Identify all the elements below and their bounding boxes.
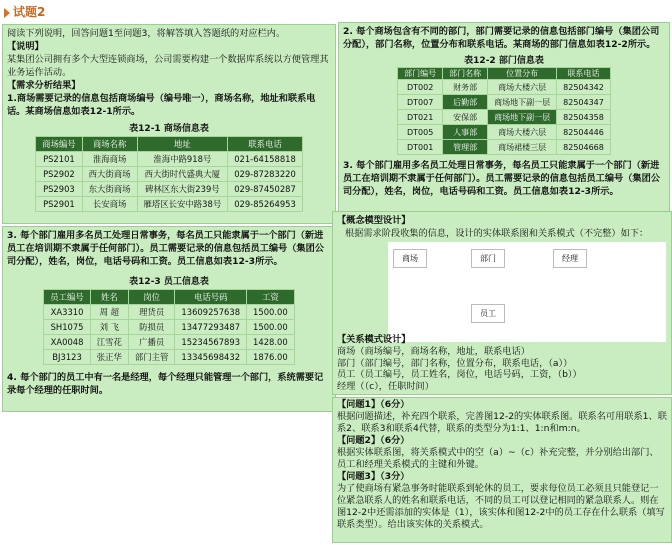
entity-manager: 经理 <box>553 249 587 268</box>
table-header: 部门编号 <box>398 68 443 80</box>
entity-employee: 员工 <box>471 304 505 323</box>
table-header: 岗位 <box>128 290 175 305</box>
table-header: 员工编号 <box>44 290 91 305</box>
table-row: DT002 财务部 商场大楼六层 82504342 <box>398 80 611 95</box>
q2-text: 根据实体联系图，将关系模式中的空（a）~（c）补充完整，并分别给出部门、员工和经理关系模式的主键和外键。 <box>337 447 659 470</box>
q3-heading: 【问题3】（3分） <box>337 471 410 482</box>
panel-concept-model <box>332 211 672 395</box>
panel-employee-info <box>2 226 336 412</box>
table-header: 地址 <box>137 137 228 152</box>
req-2-text: 2. 每个商场包含有不同的部门，部门需要记录的信息包括部门编号（集团公司分配），部门名称，位置分布和联系电话。某商场的部门信息如表12-2所示。 <box>343 26 660 50</box>
req-4-text: 4. 每个部门的员工中有一名是经理，每个经理只能管理一个部门，系统需要记录每个经理的任职时间。 <box>7 372 324 396</box>
table-row: PS2903 东大街商场 碑林区东大街239号 029-87450287 <box>36 182 303 197</box>
exam-title: 试题2 <box>4 3 45 20</box>
q3-text: 为了使商场有紧急事务时能联系到轮休的员工，要求每位员工必须且只能登记一位紧急联系人的姓名和联系电话，不同的员工可以登记相同的紧急联系人。则在图12-2中还需添加的实体是（1），该实体和图12-2中的员工存在什么联系（填写联系类型）。给出该实体的关系模式。 <box>337 483 665 530</box>
relation-schema <box>333 333 672 392</box>
table-header: 位置分布 <box>488 68 557 80</box>
table-row: DT021 安保部 商场地下副一层 82504358 <box>398 110 611 125</box>
desc-text: 某集团公司拥有多个大型连锁商场，公司需要构建一个数据库系统以方便管理其业务运作活动。 <box>7 54 329 78</box>
employee-table <box>43 289 294 365</box>
table-row: PS2902 西大街商场 西大街时代盛典大厦 029-87283220 <box>36 167 303 182</box>
table-row: BJ3123 张正华 部门主管 13345698432 1876.00 <box>44 350 294 365</box>
table-header: 联系电话 <box>228 137 303 152</box>
rel-employee: 员工（员工编号，员工姓名，岗位，电话号码，工资，（b）） <box>337 369 582 380</box>
store-table <box>35 136 303 212</box>
rel-manager: 经理（（c），任职时间） <box>337 380 434 392</box>
req-3-text: 3. 每个部门雇用多名员工处理日常事务，每名员工只能隶属于一个部门（新进员工在培训期不隶属于任何部门）。员工需要记录的信息包括员工编号（集团公司分配），姓名，岗位，电话号码和工资。员工信息如表12-3所示。 <box>7 230 324 267</box>
panel-questions <box>332 397 672 543</box>
req-3-text-right: 3. 每个部门雇用多名员工处理日常事务，每名员工只能隶属于一个部门（新进员工在培训期不隶属于任何部门）。员工需要记录的信息包括员工编号（集团公司分配），姓名，岗位，电话号码和工资。员工信息如表12-3所示。 <box>343 160 660 197</box>
table-12-3-caption: 表12-3 员工信息表 <box>129 277 209 287</box>
table-header: 商场名称 <box>82 137 137 152</box>
rel-department: 部门（部门编号，部门名称，位置分布，联系电话，（a）） <box>337 357 573 369</box>
concept-text: 根据需求阶段收集的信息，设计的实体联系图和关系模式（不完整）如下： <box>345 228 649 239</box>
table-row: XA0048 江雪花 广播员 15234567893 1428.00 <box>44 335 294 350</box>
panel-department-info <box>338 22 670 214</box>
concept-heading: 【概念模型设计】 <box>337 215 411 226</box>
table-12-1-caption: 表12-1 商场信息表 <box>129 124 209 134</box>
table-header: 联系电话 <box>557 68 611 80</box>
desc-heading: 【说明】 <box>7 41 44 52</box>
table-row: XA3310 周 超 理货员 13609257638 1500.00 <box>44 305 294 320</box>
req-1-text: 1.商场需要记录的信息包括商场编号（编号唯一），商场名称，地址和联系电话。某商场信息如表12-1所示。 <box>7 93 316 117</box>
q1-heading: 【问题1】（6分） <box>337 399 410 410</box>
table-12-2-caption: 表12-2 部门信息表 <box>464 56 544 66</box>
table-row: SH1075 刘 飞 防损员 13477293487 1500.00 <box>44 320 294 335</box>
entity-store: 商场 <box>393 249 427 268</box>
table-row: PS2901 长安商场 雁塔区长安中路38号 029-85264953 <box>36 197 303 212</box>
er-diagram-area <box>388 242 666 342</box>
table-header: 姓名 <box>90 290 128 305</box>
table-header: 商场编号 <box>36 137 83 152</box>
panel-store-info <box>2 24 336 224</box>
play-arrow-icon <box>4 8 10 18</box>
intro-text: 阅读下列说明，回答问题1至问题3，将解答填入答题纸的对应栏内。 <box>7 28 286 39</box>
q1-text: 根据问题描述，补充四个联系，完善图12-2的实体联系图。联系名可用联系1、联系2、联系3和联系4代替，联系的类型分为1:1、1:n和m:n。 <box>337 411 667 434</box>
table-header: 部门名称 <box>443 68 488 80</box>
table-row: DT001 管理部 商场裙楼三层 82504668 <box>398 140 611 155</box>
q2-heading: 【问题2】（6分） <box>337 435 410 446</box>
table-header: 电话号码 <box>175 290 247 305</box>
department-table <box>397 67 611 155</box>
table-row: DT005 人事部 商场大楼六层 82504446 <box>398 125 611 140</box>
table-row: PS2101 淮海商场 淮海中路918号 021-64158818 <box>36 152 303 167</box>
entity-department: 部门 <box>471 249 505 268</box>
table-header: 工资 <box>247 290 295 305</box>
rel-store: 商场（商场编号，商场名称，地址，联系电话） <box>337 346 530 357</box>
rel-heading: 【关系模式设计】 <box>337 334 411 345</box>
req-heading: 【需求分析结果】 <box>7 80 81 91</box>
table-row: DT007 后勤部 商场地下副一层 82504347 <box>398 95 611 110</box>
